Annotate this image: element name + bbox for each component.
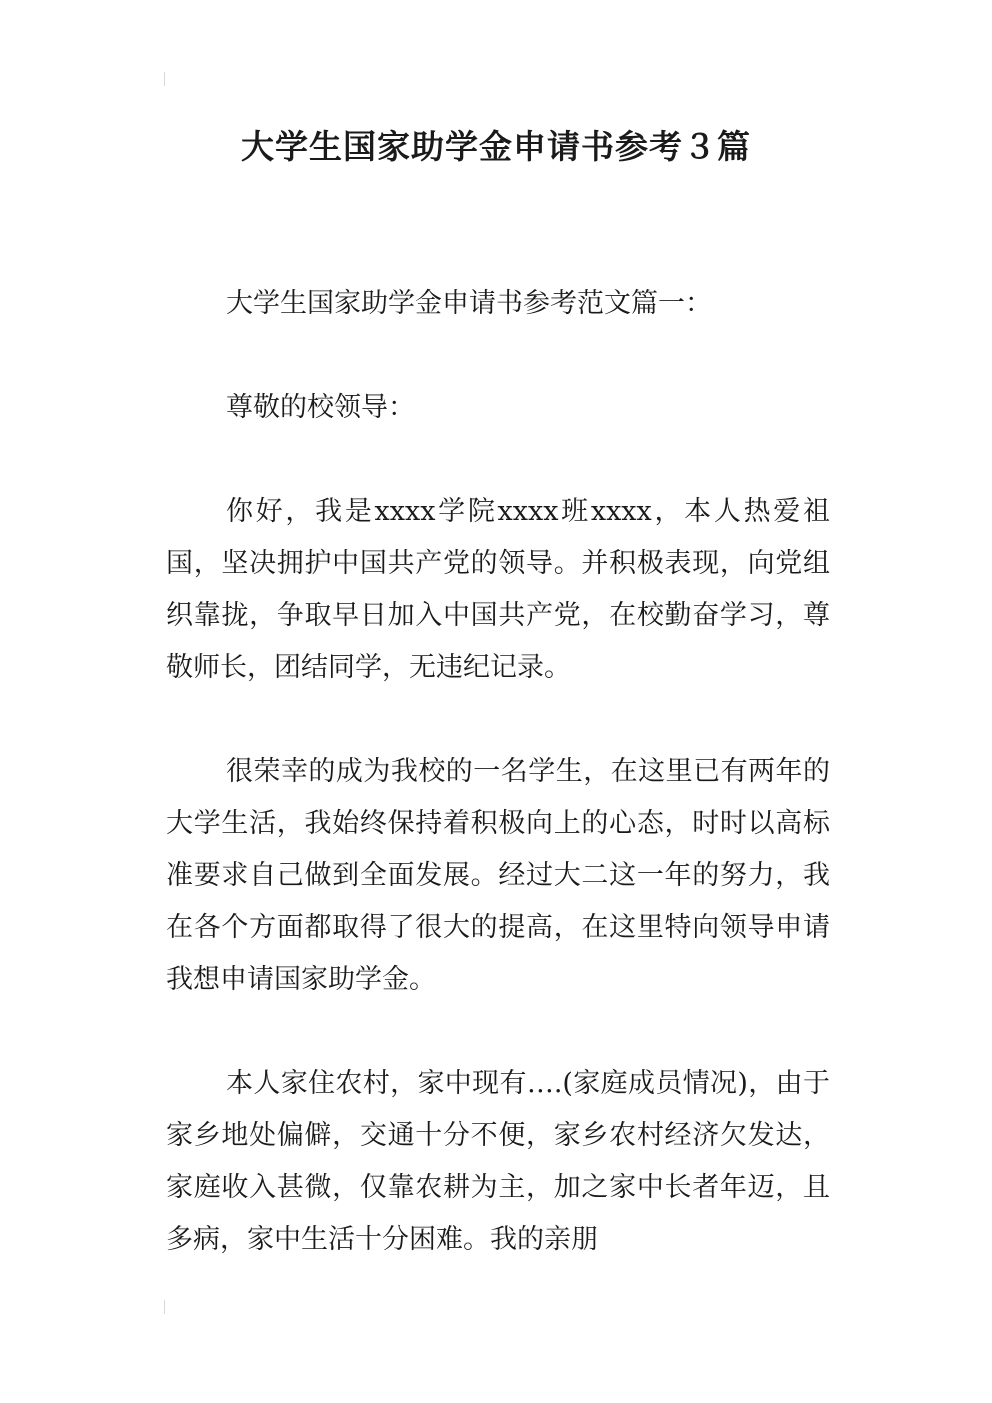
page-corner-mark-top (164, 72, 165, 86)
section-subtitle: 大学生国家助学金申请书参考范文篇一： (226, 288, 712, 319)
page-corner-mark-bottom (164, 1300, 165, 1314)
paragraph-1: 你好，我是xxxx学院xxxx班xxxx，本人热爱祖国，坚决拥护中国共产党的领导。并积极表现，向党组织靠拢，争取早日加入中国共产党，在校勤奋学习，尊敬师长，团结同学，无违纪记录。 (166, 496, 830, 683)
salutation: 尊敬的校领导： (226, 392, 415, 423)
document-title: 大学生国家助学金申请书参考３篇 (241, 127, 751, 166)
paragraph-3: 本人家住农村，家中现有….(家庭成员情况)，由于家乡地处偏僻，交通十分不便，家乡农村经济欠发达，家庭收入甚微，仅靠农耕为主，加之家中长者年迈，且多病，家中生活十分困难。我的亲朋 (166, 1068, 830, 1255)
paragraph-2: 很荣幸的成为我校的一名学生，在这里已有两年的大学生活，我始终保持着积极向上的心态，时时以高标准要求自己做到全面发展。经过大二这一年的努力，我在各个方面都取得了很大的提高，在这里特向领导申请我想申请国家助学金。 (166, 756, 830, 995)
